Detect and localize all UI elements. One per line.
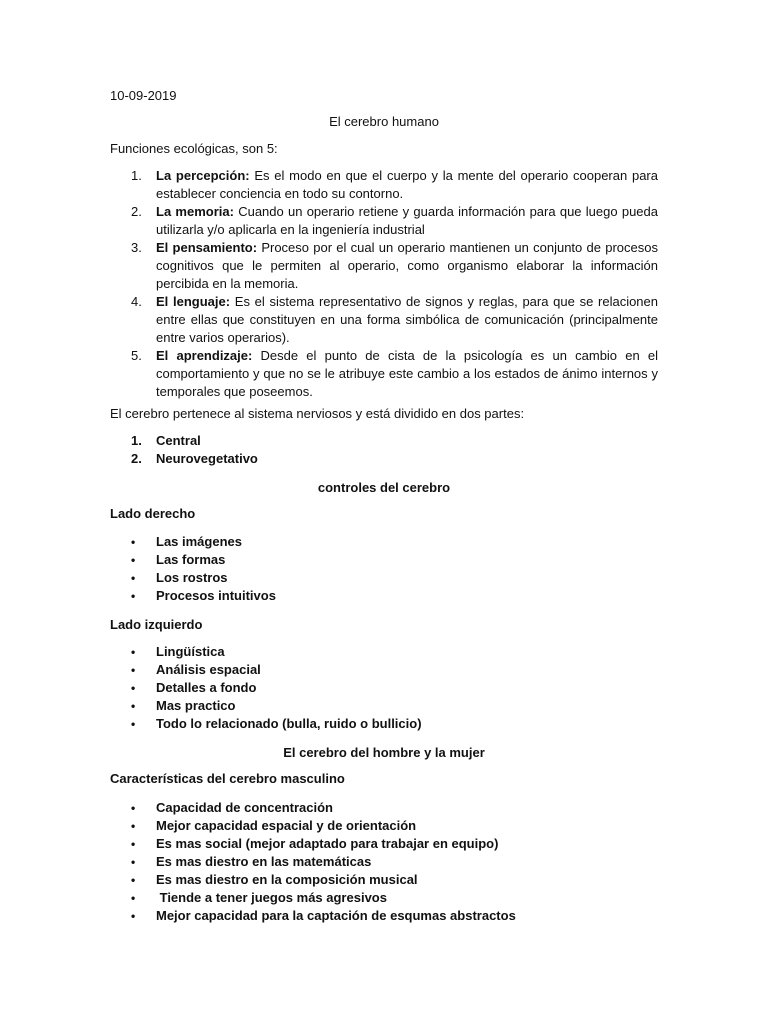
list-number: 4.: [131, 294, 142, 309]
left-side-heading: Lado izquierdo: [110, 617, 203, 632]
left-side-list: [110, 643, 658, 733]
function-text: Es el modo en que el cuerpo y la mente del operario cooperan para establecer conciencia en todo su contorno.: [156, 168, 658, 201]
list-item-text: Mas practico: [156, 698, 236, 713]
document-title: El cerebro humano: [329, 114, 439, 129]
bullet-icon: •: [131, 553, 136, 567]
functions-intro: Funciones ecológicas, son 5:: [110, 141, 278, 156]
function-text: Desde el punto de cista de la psicología es un cambio en el comportamiento y que no se le atribuye este cambio a los estados de ánimo internos y temporales que poseemos.: [156, 348, 658, 399]
male-brain-heading: Características del cerebro masculino: [110, 771, 345, 786]
list-item-text: Procesos intuitivos: [156, 588, 276, 603]
list-item: [110, 661, 658, 679]
list-item-text: Todo lo relacionado (bulla, ruido o bullicio): [156, 716, 422, 731]
list-item: [110, 799, 658, 817]
list-item-text: Es mas social (mejor adaptado para trabajar en equipo): [156, 836, 499, 851]
parts-list: [110, 432, 658, 468]
bullet-icon: •: [131, 571, 136, 585]
bullet-icon: •: [131, 873, 136, 887]
list-item-text: Lingüística: [156, 644, 225, 659]
bullet-icon: •: [131, 663, 136, 677]
list-item-text: Las imágenes: [156, 534, 242, 549]
list-item-text: Mejor capacidad para la captación de esqumas abstractos: [156, 908, 516, 923]
bullet-icon: •: [131, 699, 136, 713]
list-item: [110, 293, 658, 347]
right-side-heading: Lado derecho: [110, 506, 196, 521]
function-term: El aprendizaje:: [156, 348, 253, 363]
bullet-icon: •: [131, 589, 136, 603]
bullet-icon: •: [131, 837, 136, 851]
list-item-text: Detalles a fondo: [156, 680, 257, 695]
list-item: [110, 697, 658, 715]
list-number: 1.: [131, 433, 142, 448]
list-item: [110, 643, 658, 661]
list-item: [110, 889, 658, 907]
list-item: [110, 587, 658, 605]
list-item-text: Capacidad de concentración: [156, 800, 333, 815]
list-item-text: Es mas diestro en la composición musical: [156, 872, 418, 887]
part-text: Neurovegetativo: [156, 451, 258, 466]
function-text: Proceso por el cual un operario mantienen un conjunto de procesos cognitivos que le permiten al operario, como organismo elaborar la información percibida en la memoria.: [156, 240, 658, 291]
list-item-text: Análisis espacial: [156, 662, 261, 677]
list-item: [110, 853, 658, 871]
function-term: La percepción:: [156, 168, 250, 183]
controls-title: controles del cerebro: [317, 480, 451, 495]
function-text: Cuando un operario retiene y guarda información para que luego pueda utilizarla y/o aplicarla en la ingeniería industrial: [156, 204, 659, 237]
list-number: 3.: [131, 240, 142, 255]
list-item: [110, 871, 658, 889]
part-text: Central: [156, 433, 201, 448]
right-side-list: [110, 533, 658, 605]
list-item: [110, 835, 658, 853]
list-item: [110, 167, 658, 203]
list-item: [110, 551, 658, 569]
list-number: 2.: [131, 451, 142, 466]
document-date: 10-09-2019: [110, 88, 177, 103]
bullet-icon: •: [131, 717, 136, 731]
list-item-text: Es mas diestro en las matemáticas: [156, 854, 372, 869]
functions-list: [110, 167, 658, 401]
list-item: [110, 715, 658, 733]
bullet-icon: •: [131, 535, 136, 549]
bullet-icon: •: [131, 909, 136, 923]
bullet-icon: •: [131, 855, 136, 869]
list-number: 2.: [131, 204, 142, 219]
list-item: [110, 432, 658, 450]
list-number: 1.: [131, 168, 142, 183]
list-item: [110, 347, 658, 401]
list-number: 5.: [131, 348, 142, 363]
function-text: Es el sistema representativo de signos y reglas, para que se relacionen entre ellas que constituyen en una forma simbólica de comunicación (principalmente entre varios operarios).: [156, 294, 658, 345]
list-item-text: Tiende a tener juegos más agresivos: [156, 890, 387, 905]
male-brain-list: [110, 799, 658, 925]
gender-title: El cerebro del hombre y la mujer: [283, 745, 485, 760]
function-term: El lenguaje:: [156, 294, 231, 309]
list-item: [110, 679, 658, 697]
list-item-text: Los rostros: [156, 570, 228, 585]
list-item: [110, 907, 658, 925]
list-item: [110, 569, 658, 587]
list-item: [110, 203, 658, 239]
bullet-icon: •: [131, 819, 136, 833]
list-item-text: Mejor capacidad espacial y de orientación: [156, 818, 417, 833]
list-item-text: Las formas: [156, 552, 226, 567]
bullet-icon: •: [131, 891, 136, 905]
bullet-icon: •: [131, 645, 136, 659]
bullet-icon: •: [131, 801, 136, 815]
list-item: [110, 533, 658, 551]
system-paragraph: El cerebro pertenece al sistema nerviosos y está dividido en dos partes:: [110, 406, 525, 421]
function-term: El pensamiento:: [156, 240, 258, 255]
list-item: [110, 817, 658, 835]
list-item: [110, 450, 658, 468]
function-term: La memoria:: [156, 204, 234, 219]
list-item: [110, 239, 658, 293]
bullet-icon: •: [131, 681, 136, 695]
